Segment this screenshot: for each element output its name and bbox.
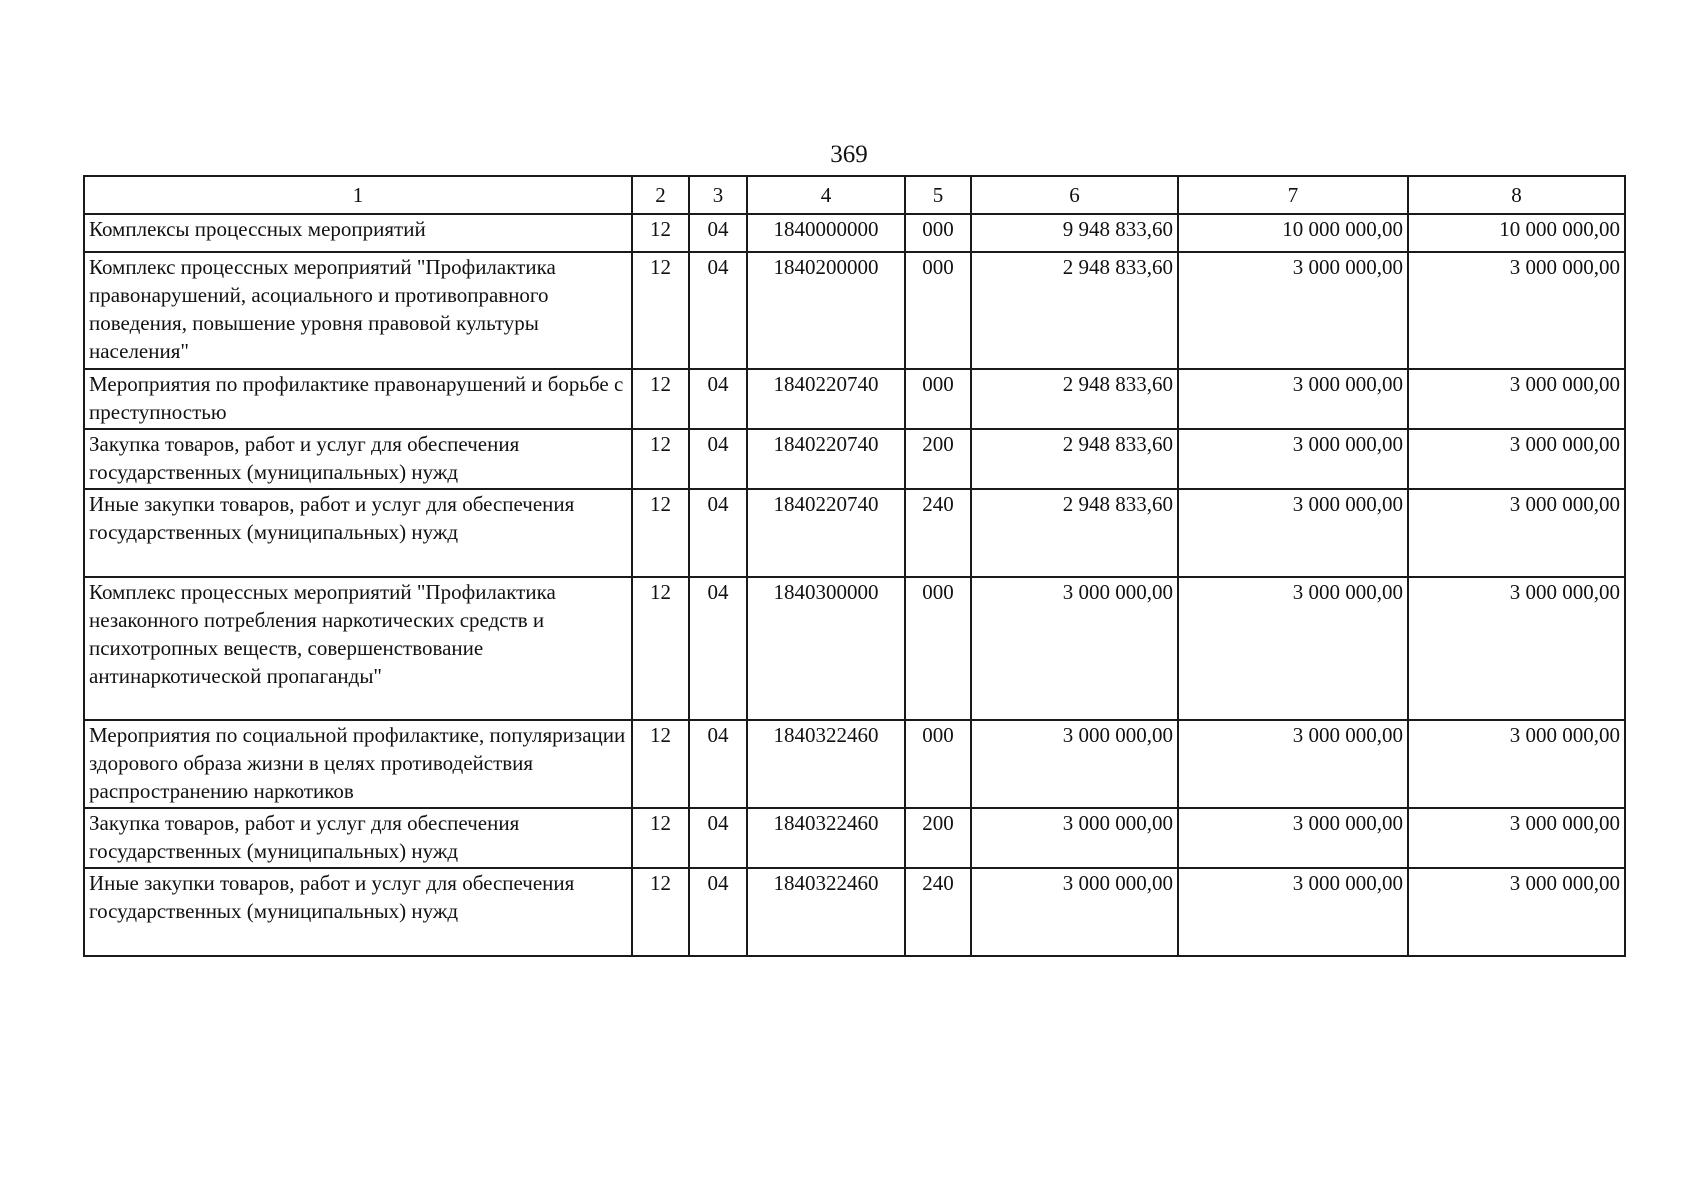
target-article-code: 1840000000	[747, 214, 905, 252]
table-row	[84, 369, 1625, 429]
column-header: 3	[689, 176, 747, 214]
amount-col8: 3 000 000,00	[1408, 577, 1625, 720]
section-code: 12	[632, 808, 689, 868]
amount-col7: 10 000 000,00	[1178, 214, 1408, 252]
amount-col7: 3 000 000,00	[1178, 252, 1408, 369]
amount-col6: 2 948 833,60	[971, 489, 1178, 577]
expense-type-code: 000	[905, 369, 971, 429]
section-code: 12	[632, 720, 689, 808]
expense-type-code: 240	[905, 868, 971, 956]
target-article-code: 1840220740	[747, 489, 905, 577]
table-row	[84, 214, 1625, 252]
column-header: 2	[632, 176, 689, 214]
target-article-code: 1840220740	[747, 369, 905, 429]
row-name: Иные закупки товаров, работ и услуг для обеспечения государственных (муниципальных) нужд	[84, 489, 632, 577]
section-code: 12	[632, 369, 689, 429]
amount-col8: 3 000 000,00	[1408, 808, 1625, 868]
expense-type-code: 240	[905, 489, 971, 577]
subsection-code: 04	[689, 808, 747, 868]
row-name: Закупка товаров, работ и услуг для обеспечения государственных (муниципальных) нужд	[84, 429, 632, 489]
subsection-code: 04	[689, 489, 747, 577]
expense-type-code: 000	[905, 252, 971, 369]
subsection-code: 04	[689, 214, 747, 252]
target-article-code: 1840300000	[747, 577, 905, 720]
section-code: 12	[632, 489, 689, 577]
row-name: Закупка товаров, работ и услуг для обеспечения государственных (муниципальных) нужд	[84, 808, 632, 868]
subsection-code: 04	[689, 577, 747, 720]
amount-col8: 3 000 000,00	[1408, 720, 1625, 808]
row-name: Комплексы процессных мероприятий	[84, 214, 632, 252]
amount-col7: 3 000 000,00	[1178, 429, 1408, 489]
budget-table	[83, 175, 1626, 957]
row-name: Комплекс процессных мероприятий "Профилактика незаконного потребления наркотических средств и психотропных веществ, совершенствование антинаркотической пропаганды"	[84, 577, 632, 720]
header-row	[84, 176, 1625, 214]
section-code: 12	[632, 868, 689, 956]
amount-col7: 3 000 000,00	[1178, 868, 1408, 956]
column-header: 1	[84, 176, 632, 214]
row-name: Комплекс процессных мероприятий "Профилактика правонарушений, асоциального и противоправного поведения, повышение уровня правовой культуры населения"	[84, 252, 632, 369]
row-name: Мероприятия по социальной профилактике, популяризации здорового образа жизни в целях противодействия распространению наркотиков	[84, 720, 632, 808]
table-row	[84, 252, 1625, 369]
column-header: 7	[1178, 176, 1408, 214]
amount-col6: 3 000 000,00	[971, 577, 1178, 720]
column-header: 4	[747, 176, 905, 214]
subsection-code: 04	[689, 720, 747, 808]
amount-col8: 3 000 000,00	[1408, 489, 1625, 577]
section-code: 12	[632, 429, 689, 489]
expense-type-code: 000	[905, 720, 971, 808]
amount-col7: 3 000 000,00	[1178, 720, 1408, 808]
target-article-code: 1840220740	[747, 429, 905, 489]
target-article-code: 1840322460	[747, 808, 905, 868]
section-code: 12	[632, 252, 689, 369]
row-name: Мероприятия по профилактике правонарушений и борьбе с преступностью	[84, 369, 632, 429]
subsection-code: 04	[689, 369, 747, 429]
amount-col6: 3 000 000,00	[971, 808, 1178, 868]
table-row	[84, 720, 1625, 808]
amount-col7: 3 000 000,00	[1178, 369, 1408, 429]
subsection-code: 04	[689, 868, 747, 956]
amount-col6: 2 948 833,60	[971, 252, 1178, 369]
table-row	[84, 429, 1625, 489]
section-code: 12	[632, 577, 689, 720]
column-header: 5	[905, 176, 971, 214]
amount-col7: 3 000 000,00	[1178, 577, 1408, 720]
expense-type-code: 200	[905, 808, 971, 868]
amount-col7: 3 000 000,00	[1178, 808, 1408, 868]
amount-col6: 3 000 000,00	[971, 868, 1178, 956]
amount-col8: 3 000 000,00	[1408, 429, 1625, 489]
column-header: 8	[1408, 176, 1625, 214]
amount-col6: 3 000 000,00	[971, 720, 1178, 808]
row-name: Иные закупки товаров, работ и услуг для обеспечения государственных (муниципальных) нужд	[84, 868, 632, 956]
amount-col8: 3 000 000,00	[1408, 868, 1625, 956]
table-row	[84, 577, 1625, 720]
target-article-code: 1840200000	[747, 252, 905, 369]
table-row	[84, 868, 1625, 956]
table-row	[84, 808, 1625, 868]
expense-type-code: 200	[905, 429, 971, 489]
table-row	[84, 489, 1625, 577]
amount-col7: 3 000 000,00	[1178, 489, 1408, 577]
page-number: 369	[830, 141, 868, 168]
amount-col8: 3 000 000,00	[1408, 252, 1625, 369]
amount-col6: 2 948 833,60	[971, 429, 1178, 489]
amount-col6: 9 948 833,60	[971, 214, 1178, 252]
section-code: 12	[632, 214, 689, 252]
amount-col8: 3 000 000,00	[1408, 369, 1625, 429]
amount-col6: 2 948 833,60	[971, 369, 1178, 429]
target-article-code: 1840322460	[747, 720, 905, 808]
column-header: 6	[971, 176, 1178, 214]
subsection-code: 04	[689, 252, 747, 369]
amount-col8: 10 000 000,00	[1408, 214, 1625, 252]
target-article-code: 1840322460	[747, 868, 905, 956]
subsection-code: 04	[689, 429, 747, 489]
expense-type-code: 000	[905, 214, 971, 252]
expense-type-code: 000	[905, 577, 971, 720]
